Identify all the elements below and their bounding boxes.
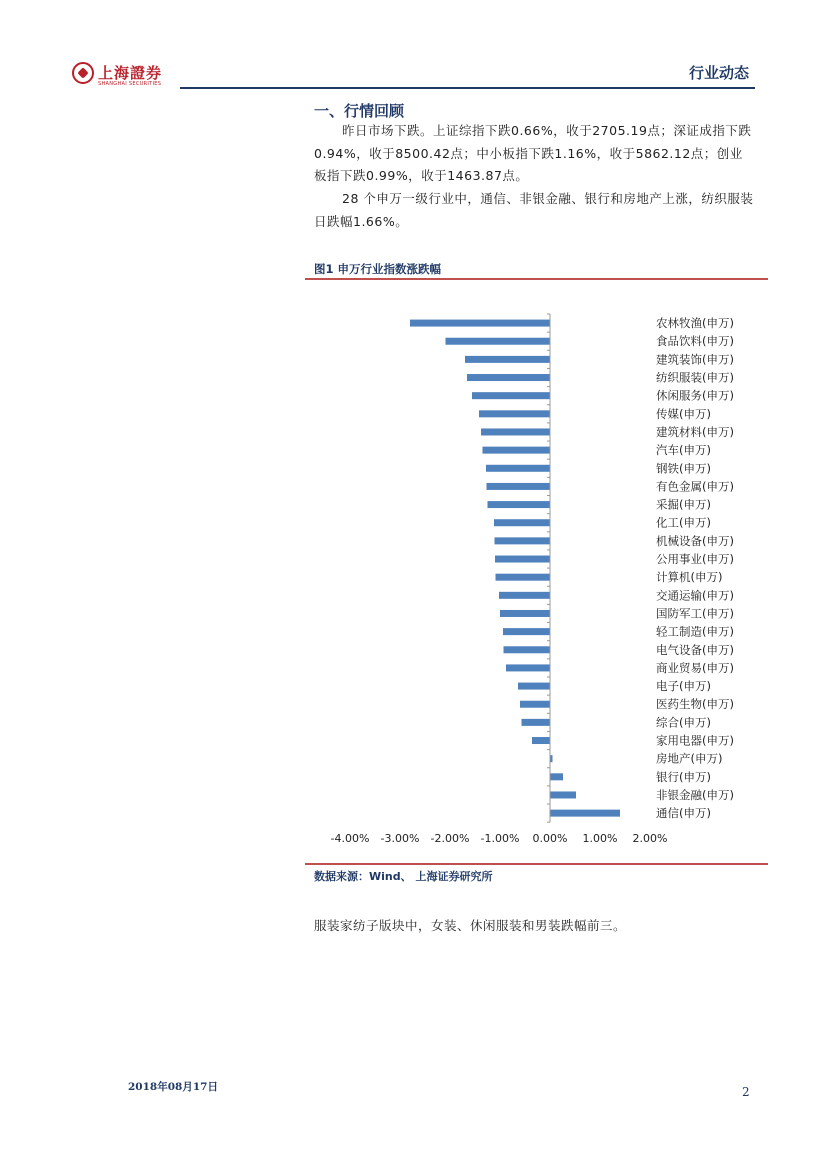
figure-title: 图1 申万行业指数涨跌幅 bbox=[314, 262, 442, 276]
figure-bottom-rule bbox=[305, 863, 768, 865]
bar-4 bbox=[472, 392, 550, 399]
category-label: 传媒(申万) bbox=[656, 406, 711, 421]
category-label: 纺织服装(申万) bbox=[656, 370, 734, 385]
logo-emblem-icon bbox=[72, 62, 94, 84]
paragraph-apparel-summary: 服装家纺子版块中，女装、休闲服装和男装跌幅前三。 bbox=[314, 918, 627, 933]
bar-14 bbox=[496, 574, 551, 581]
x-tick-label: -4.00% bbox=[330, 832, 370, 846]
category-label: 建筑材料(申万) bbox=[656, 424, 734, 439]
category-label: 食品饮料(申万) bbox=[656, 334, 734, 349]
category-label: 钢铁(申万) bbox=[656, 461, 711, 476]
figure-source: 数据来源：Wind、 上海证券研究所 bbox=[314, 870, 493, 883]
company-logo bbox=[72, 60, 167, 92]
bar-27 bbox=[550, 810, 620, 817]
paragraph-industry-summary: 28 个申万一级行业中，通信、非银金融、银行和房地产上涨，纺织服装日跌幅1.66%。 bbox=[314, 191, 754, 229]
bar-15 bbox=[499, 592, 550, 599]
paragraph-market-summary: 昨日市场下跌。上证综指下跌0.66%，收于2705.19点；深证成指下跌0.94%，收于8500.42点；中小板指下跌1.16%，收于5862.12点；创业板指下跌0.99%，收于1463.87点。 bbox=[314, 123, 752, 183]
x-tick-label: -3.00% bbox=[380, 832, 420, 846]
bar-1 bbox=[446, 338, 551, 345]
bar-6 bbox=[481, 428, 550, 435]
bar-11 bbox=[494, 519, 550, 526]
category-label: 化工(申万) bbox=[656, 515, 711, 530]
bar-18 bbox=[504, 646, 551, 653]
logo-text: 上海證券 bbox=[98, 64, 163, 82]
category-label: 电子(申万) bbox=[656, 679, 711, 694]
bar-23 bbox=[532, 737, 550, 744]
category-label: 非银金融(申万) bbox=[656, 787, 734, 802]
category-label: 建筑装饰(申万) bbox=[656, 352, 734, 367]
section-title: 一、行情回顾 bbox=[314, 102, 405, 120]
x-tick-label: -1.00% bbox=[480, 832, 520, 846]
category-label: 机械设备(申万) bbox=[656, 533, 734, 548]
figure-top-rule bbox=[305, 278, 768, 280]
bar-5 bbox=[479, 410, 550, 417]
category-label: 有色金属(申万) bbox=[656, 479, 734, 494]
category-label: 休闲服务(申万) bbox=[656, 388, 734, 403]
header-title: 行业动态 bbox=[688, 64, 749, 82]
x-tick-label: -2.00% bbox=[430, 832, 470, 846]
bar-13 bbox=[495, 556, 550, 563]
bar-3 bbox=[467, 374, 550, 381]
category-label: 综合(申万) bbox=[656, 715, 711, 730]
industry-change-bar-chart bbox=[305, 300, 768, 860]
x-tick-label: 0.00% bbox=[532, 832, 568, 846]
bar-12 bbox=[495, 537, 551, 544]
category-label: 电气设备(申万) bbox=[656, 642, 734, 657]
bar-25 bbox=[550, 773, 563, 780]
bar-10 bbox=[488, 501, 551, 508]
bar-8 bbox=[486, 465, 550, 472]
category-label: 轻工制造(申万) bbox=[656, 624, 734, 639]
bar-17 bbox=[503, 628, 550, 635]
footer-date: 2018年08月17日 bbox=[128, 1081, 218, 1093]
logo-subtext: SHANGHAI SECURITIES bbox=[98, 81, 162, 87]
bar-0 bbox=[410, 320, 550, 327]
category-label: 汽车(申万) bbox=[656, 443, 711, 458]
bar-22 bbox=[522, 719, 551, 726]
x-tick-label: 2.00% bbox=[632, 832, 668, 846]
bar-16 bbox=[500, 610, 550, 617]
category-label: 计算机(申万) bbox=[656, 570, 723, 585]
category-label: 医药生物(申万) bbox=[656, 697, 734, 712]
bar-26 bbox=[550, 791, 576, 798]
x-tick-label: 1.00% bbox=[582, 832, 618, 846]
category-label: 交通运输(申万) bbox=[656, 588, 734, 603]
bar-7 bbox=[483, 447, 551, 454]
category-label: 农林牧渔(申万) bbox=[656, 316, 734, 331]
category-label: 国防军工(申万) bbox=[656, 606, 734, 621]
header-divider bbox=[180, 87, 755, 89]
bar-20 bbox=[518, 683, 550, 690]
bar-21 bbox=[520, 701, 550, 708]
category-label: 通信(申万) bbox=[656, 806, 711, 821]
category-label: 银行(申万) bbox=[656, 769, 711, 784]
category-label: 公用事业(申万) bbox=[656, 552, 734, 567]
bar-19 bbox=[506, 664, 550, 671]
category-label: 房地产(申万) bbox=[656, 751, 723, 766]
page-number: 2 bbox=[742, 1085, 750, 1099]
bar-2 bbox=[465, 356, 550, 363]
category-label: 采掘(申万) bbox=[656, 497, 711, 512]
category-label: 商业贸易(申万) bbox=[656, 660, 734, 675]
bar-9 bbox=[487, 483, 551, 490]
category-label: 家用电器(申万) bbox=[656, 733, 734, 748]
